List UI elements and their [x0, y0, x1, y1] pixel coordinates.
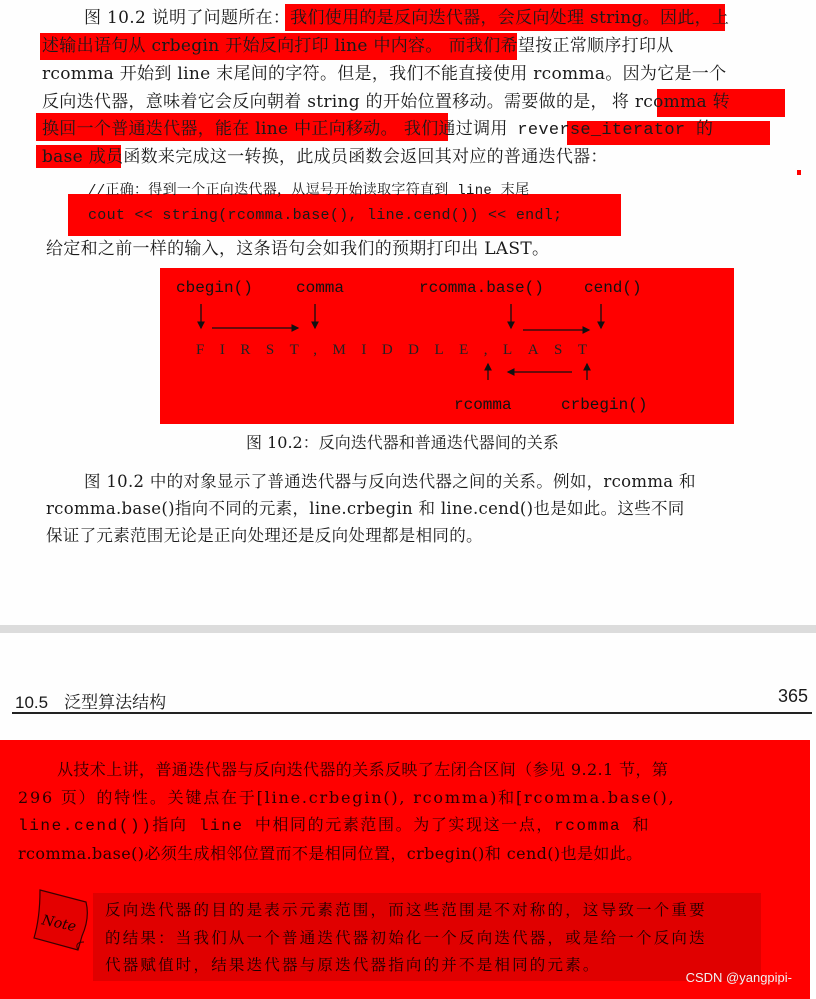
- code-comment: //正确：得到一个正向迭代器，从逗号开始读取字符直到 line 末尾: [88, 183, 530, 199]
- highlighted-block: [0, 740, 810, 999]
- highlighted-text: 将 rcomma 转: [611, 92, 730, 112]
- paragraph-line: rcomma.base()指向不同的元素，line.crbegin 和 line.cend()也是如此。这些不同: [46, 499, 685, 518]
- paragraph-line: line.cend())指向 line 中相同的元素范围。为了实现这一点，rcomma 和: [18, 817, 651, 835]
- paragraph-line: 296 页）的特性。关键点在于[line.crbegin(), rcomma)和[rcomma.base(),: [18, 788, 676, 807]
- note-line: 代器赋值时，结果迭代器与原迭代器指向的并不是相同的元素。: [105, 956, 601, 974]
- text: 而我们希望按正常顺序打印从: [448, 36, 674, 56]
- paragraph-line: [42, 144, 608, 170]
- figure-iterator-diagram: [160, 268, 734, 424]
- paragraph-line: 保证了元素范围无论是正向处理还是反向处理都是相同的。: [46, 526, 483, 545]
- label-crbegin: crbegin(): [561, 396, 648, 414]
- highlighted-text: reverse_iterator: [517, 121, 696, 140]
- text: rcomma 开始到 line 末尾间的字符。但是，我们不能直接使用 rcomma。因为它是一个: [42, 64, 727, 84]
- section-number: 10.5: [15, 693, 49, 712]
- note-line: 反向迭代器的目的是表示元素范围，而这些范围是不对称的，这导致一个重要: [105, 901, 707, 919]
- highlight-mark: [797, 170, 801, 175]
- page-number: 365: [777, 686, 808, 706]
- section-title: 泛型算法结构: [64, 693, 167, 712]
- watermark: CSDN @yangpipi-: [685, 970, 792, 985]
- highlighted-text: 我们使用的是反向迭代器，会反向处理 string。: [290, 8, 661, 28]
- label-cbegin: cbegin(): [176, 279, 253, 297]
- paragraph-line: [84, 5, 729, 31]
- label-rcomma: rcomma: [454, 396, 512, 414]
- label-comma: comma: [296, 279, 345, 297]
- paragraph-line: [42, 89, 730, 115]
- text: 反向迭代器，意味着它会反向朝着 string 的开始位置移动。需要做的是，: [42, 92, 608, 112]
- text: 员函数来完成这一转换，此成员函数会返回其对应的普通迭代器：: [106, 147, 608, 167]
- text: 我们通过调用: [403, 119, 514, 139]
- paragraph-line: 给定和之前一样的输入，这条语句会如我们的预期打印出 LAST。: [46, 239, 550, 259]
- text: 因此，上: [660, 8, 730, 28]
- svg-text:Note: Note: [40, 912, 78, 936]
- paragraph-line: 图 10.2 中的对象显示了普通迭代器与反向迭代器之间的关系。例如，rcomma 和: [84, 472, 696, 491]
- text: 图 10.2 说明了问题所在：: [84, 8, 291, 28]
- label-cend: cend(): [584, 279, 642, 297]
- paragraph-line: [42, 61, 726, 87]
- highlighted-text: 述输出语句从 crbegin 开始反向打印 line 中内容。: [42, 36, 443, 56]
- label-rcomma-base: rcomma.base(): [419, 279, 544, 297]
- running-header: [15, 688, 166, 713]
- note-line: 的结果：当我们从一个普通迭代器初始化一个反向迭代器，或是给一个反向迭: [105, 929, 707, 947]
- code-statement: cout << string(rcomma.base(), line.cend()) << endl;: [88, 207, 563, 224]
- header-rule: [12, 712, 812, 714]
- highlighted-text: 换回一个普通迭代器，能在 line 中正向移动。: [42, 119, 398, 139]
- paragraph-line: [42, 33, 674, 59]
- paragraph-line: 从技术上讲，普通迭代器与反向迭代器的关系反映了左闭合区间（参见 9.2.1 节，第: [57, 760, 669, 779]
- page-separator: [0, 625, 816, 633]
- sequence-text: FIRST,MIDDLE,LAST: [196, 342, 603, 358]
- note-icon: [30, 888, 90, 954]
- text: 的: [695, 119, 714, 139]
- note-box: [93, 893, 761, 981]
- figure-caption: 图 10.2：反向迭代器和普通迭代器间的关系: [246, 433, 559, 452]
- paragraph-line: rcomma.base()必须生成相邻位置而不是相同位置，crbegin()和 cend()也是如此。: [18, 844, 643, 863]
- paragraph-line: [42, 116, 713, 144]
- highlighted-text: base 成: [42, 147, 107, 167]
